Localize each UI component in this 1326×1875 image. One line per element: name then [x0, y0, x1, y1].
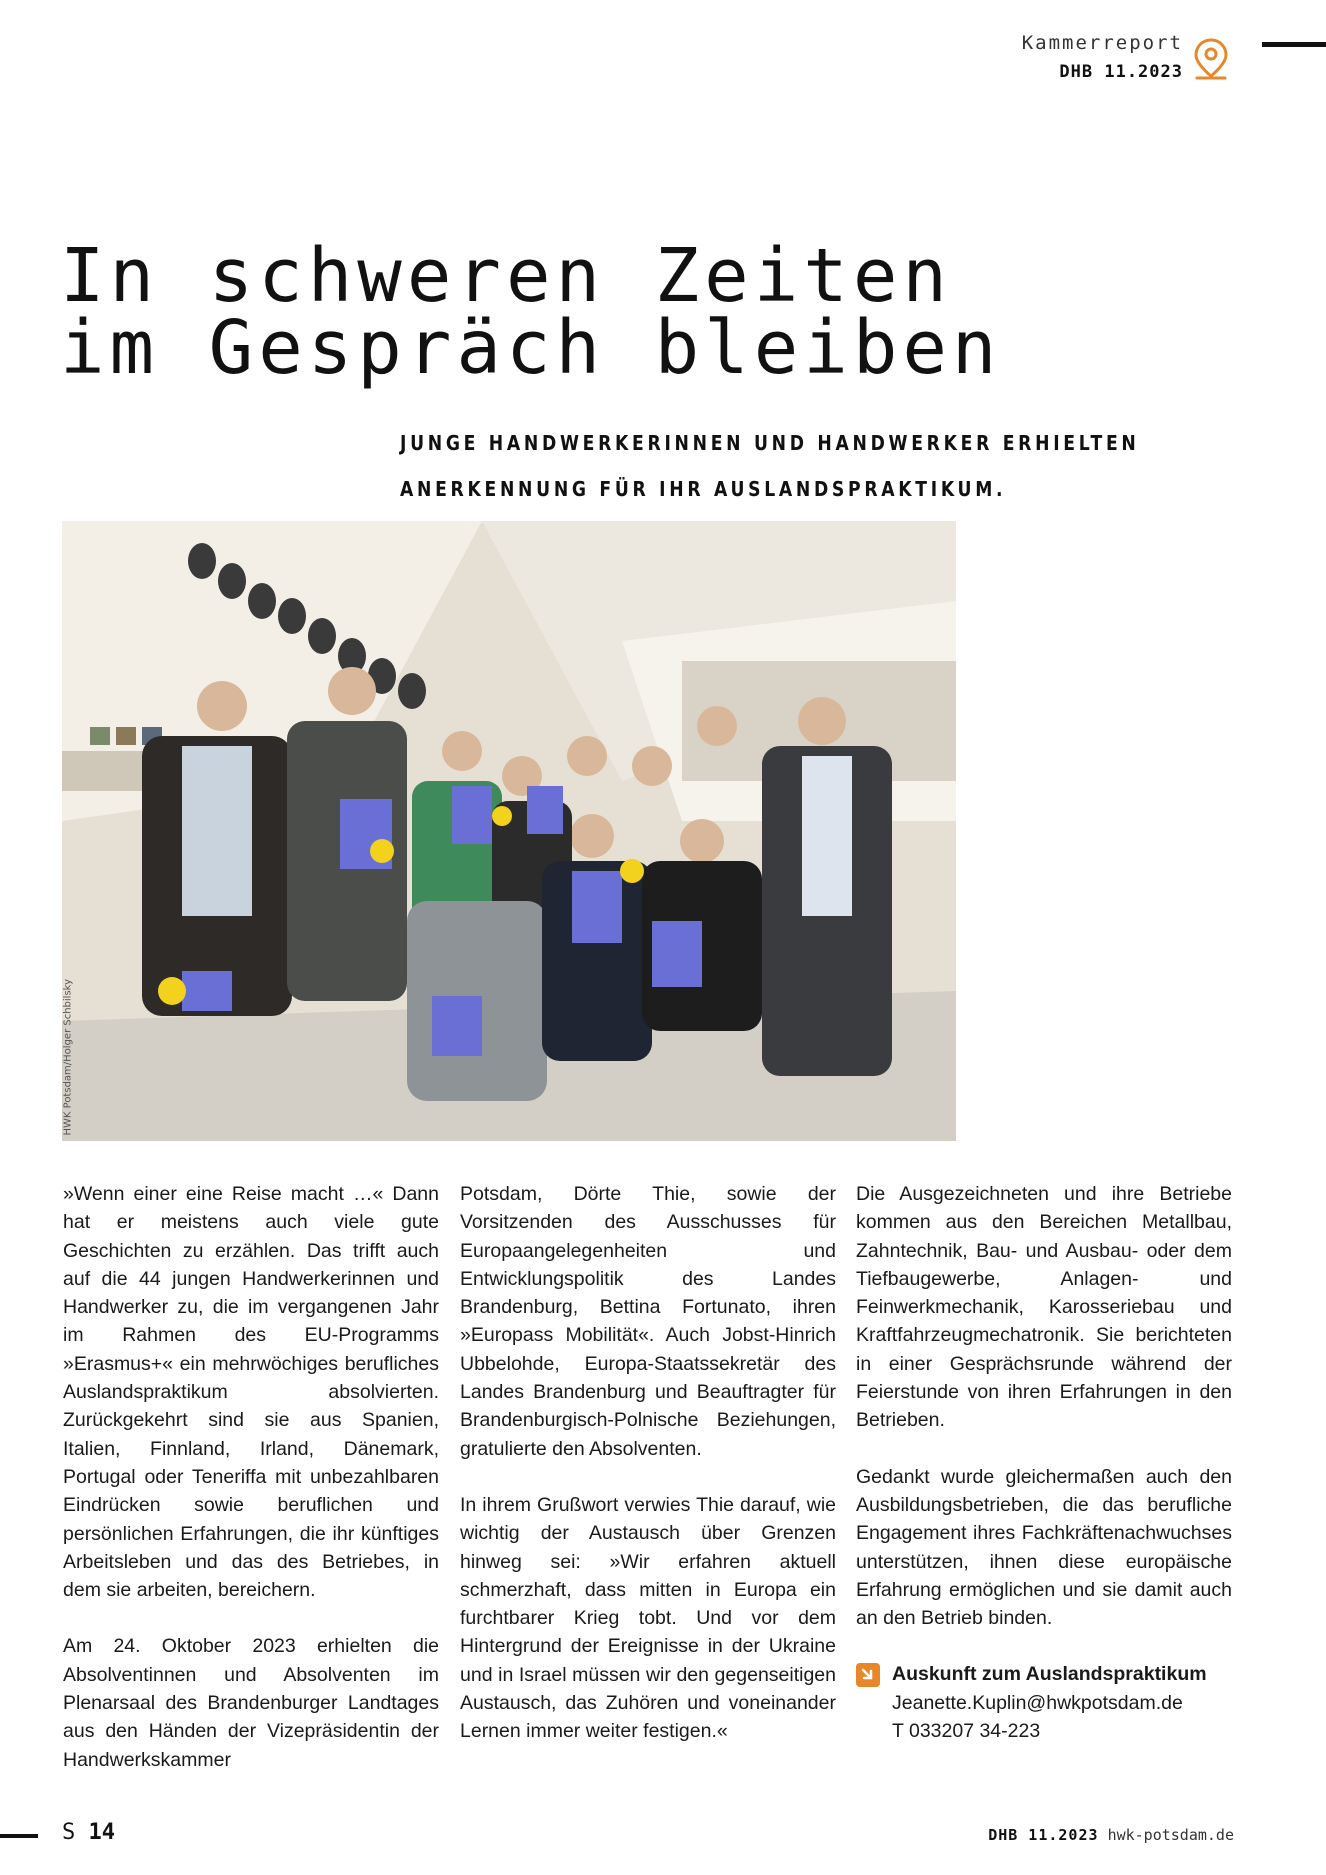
contact-title: Auskunft zum Auslandspraktikum	[892, 1663, 1207, 1686]
paragraph: Gedankt wurde gleichermaßen auch den Ausbildungsbetrieben, die das berufliche Engagement ihres Fachkräftenachwuchses unterstützen, ihnen diese europäische Erfahrung ermöglichen und sie damit auch an den Betrieb binden.	[856, 1465, 1232, 1630]
footer-info	[988, 1826, 1234, 1844]
footer-website[interactable]: hwk-potsdam.de	[1107, 1826, 1234, 1844]
column-2	[460, 1180, 836, 1774]
section-label: Kammerreport	[1021, 32, 1183, 54]
location-pin-icon	[1191, 36, 1231, 82]
contact-email[interactable]: Jeanette.Kuplin@hwkpotsdam.de	[892, 1691, 1183, 1714]
arrow-icon	[856, 1663, 880, 1687]
header-rule	[1262, 42, 1326, 47]
page-number-value: 14	[88, 1820, 115, 1845]
issue-label: DHB 11.2023	[1059, 62, 1183, 82]
column-3	[856, 1180, 1232, 1745]
footer-issue: DHB 11.2023	[988, 1826, 1099, 1844]
paragraph: Die Ausgezeichneten und ihre Betriebe kommen aus den Bereichen Metallbau, Zahntechnik, Bau- und Ausbau- oder dem Tiefbaugewerbe, Anlagen- und Feinwerkmechanik, Karosseriebau und Kraftfahrzeugmechatronik. Sie berichteten in einer Gesprächsrunde während der Feierstunde von ihren Erfahrungen in den Betrieben.	[856, 1183, 1232, 1432]
contact-box	[856, 1660, 1232, 1745]
subtitle-line-1: JUNGE HANDWERKERINNEN UND HANDWERKER ERHIELTEN	[400, 431, 1140, 455]
photo-credit-wrap	[62, 978, 90, 1136]
footer-rule	[0, 1834, 38, 1838]
paragraph: Potsdam, Dörte Thie, sowie der Vorsitzenden des Ausschusses für Europaangelegenheiten und Entwicklungspolitik des Landes Brandenburg, Bettina Fortunato, ihren »Europass Mobilität«. Auch Jobst-Hinrich Ubbelohde, Europa-Staatssekretär des Landes Brandenburg und Beauftragter für Brandenburgisch-Polnische Beziehungen, gratulierte den Absolventen.	[460, 1183, 836, 1460]
title-line-1: In schweren Zeiten	[60, 233, 952, 319]
page-prefix: S	[62, 1820, 76, 1845]
group-photo	[62, 521, 956, 1141]
photo-credit: HWK Potsdam/Holger Schbilsky	[62, 978, 74, 1136]
title-line-2: im Gespräch bleiben	[60, 305, 1002, 391]
column-1	[63, 1180, 439, 1802]
subtitle-line-2: ANERKENNUNG FÜR IHR AUSLANDSPRAKTIKUM.	[400, 477, 1007, 501]
article-title	[60, 233, 1002, 391]
page-number	[62, 1820, 115, 1845]
paragraph: »Wenn einer eine Reise macht …« Dann hat er meistens auch viele gute Geschichten zu erzählen. Das trifft auch auf die 44 jungen Handwerkerinnen und Handwerker zu, die im vergangenen Jahr im Rahmen des EU-Programms »Erasmus+« ein mehrwöchiges berufliches Auslandspraktikum absolvierten. Zurückgekehrt sind sie aus Spanien, Italien, Finnland, Irland, Dänemark, Portugal oder Teneriffa mit unbezahlbaren Eindrücken sowie beruflichen und persönlichen Erfahrungen, die ihr künftiges Arbeitsleben und das des Betriebes, in dem sie arbeiten, bereichern.	[63, 1183, 439, 1602]
contact-phone: T 033207 34-223	[892, 1720, 1041, 1743]
article-subtitle	[400, 420, 1140, 512]
paragraph: In ihrem Grußwort verwies Thie darauf, wie wichtig der Austausch über Grenzen hinweg sei: »Wir erfahren aktuell schmerzhaft, dass mitten in Europa ein furchtbarer Krieg tobt. Und vor dem Hintergrund der Ereignisse in der Ukraine und in Israel müssen wir den gegenseitigen Austausch, das Zuhören und voneinander Lernen immer weiter festigen.«	[460, 1493, 836, 1743]
paragraph: Am 24. Oktober 2023 erhielten die Absolventinnen und Absolventen im Plenarsaal des Brandenburger Landtages aus den Händen der Vizepräsidentin der Handwerkskammer	[63, 1635, 439, 1771]
